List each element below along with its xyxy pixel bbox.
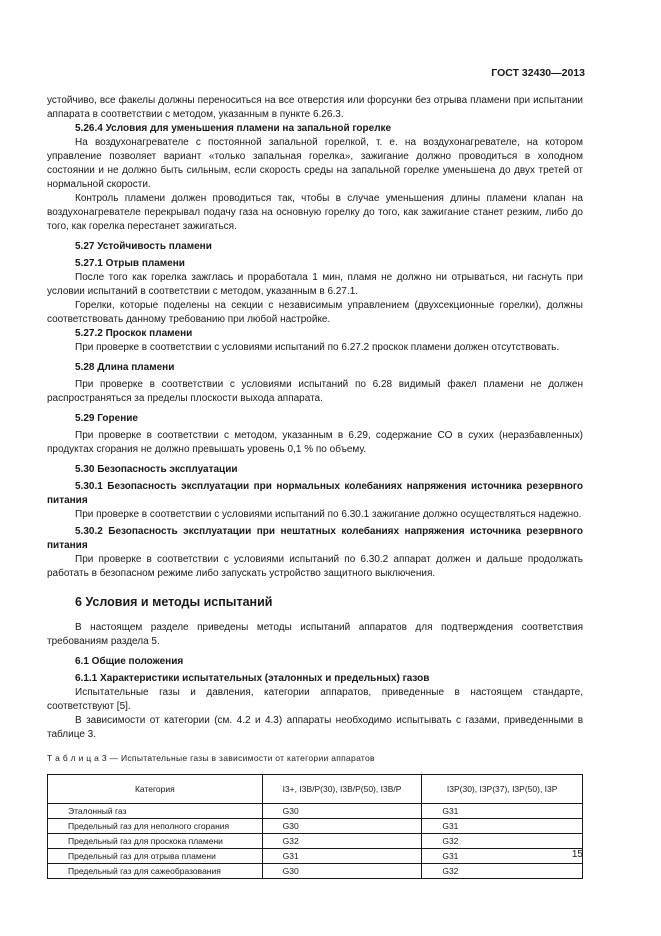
heading-5-29: 5.29 Горение [75, 413, 138, 424]
paragraph: При проверке в соответствии с условиями испытаний по 6.30.2 аппарат должен и дальше продолжать работать в безопасном режиме либо запускать устройство защитного выключения. [47, 554, 583, 579]
row-name: Эталонный газ [48, 804, 263, 819]
paragraph: В настоящем разделе приведены методы испытаний аппаратов для подтверждения соответствия требованиям раздела 5. [47, 622, 583, 647]
section-6-title: 6 Условия и методы испытаний [75, 595, 273, 609]
paragraph: Испытательные газы и давления, категории аппаратов, приведенные в настоящем стандарте, соответствуют [5]. [47, 687, 583, 712]
paragraph: В зависимости от категории (см. 4.2 и 4.3) аппараты необходимо испытывать с газами, приведенными в таблице 3. [47, 715, 583, 740]
heading-5-28: 5.28 Длина пламени [75, 362, 175, 373]
heading-5-30-1: 5.30.1 Безопасность эксплуатации при нормальных колебаниях напряжения источника резервного питания [47, 481, 583, 506]
row-name: Предельный газ для проскока пламени [48, 834, 263, 849]
paragraph: Контроль пламени должен проводиться так, чтобы в случае уменьшения длины пламени клапан на воздухонагревателе перекрывал подачу газа на основную горелку до того, как зажигание станет резким, либо до того, как горелка перестанет зажигаться. [47, 193, 583, 232]
row-value: G31 [262, 849, 422, 864]
row-value: G30 [262, 864, 422, 879]
paragraph: При проверке в соответствии с методом, указанным в 6.29, содержание CO в сухих (неразбавленных) продуктах сгорания не должно превышать уровень 0,1 % по объему. [47, 430, 583, 455]
row-name: Предельный газ для неполного сгорания [48, 819, 263, 834]
paragraph: При проверке в соответствии с условиями испытаний по 6.28 видимый факел пламени не должен распространяться за пределы плоскости выхода аппарата. [47, 379, 583, 404]
row-value: G30 [262, 804, 422, 819]
paragraph: устойчиво, все факелы должны переноситься на все отверстия или форсунки без отрыва пламени при испытании аппарата в соответствии с методом, указанным в пункте 6.26.3. [47, 95, 583, 120]
row-value: G31 [422, 819, 583, 834]
row-value: G32 [422, 864, 583, 879]
heading-5-26-4: 5.26.4 Условия для уменьшения пламени на запальной горелке [75, 123, 392, 134]
heading-6-1-1: 6.1.1 Характеристики испытательных (эталонных и предельных) газов [75, 673, 430, 684]
table-header-row [48, 775, 583, 804]
heading-5-27-2: 5.27.2 Проскок пламени [75, 328, 193, 339]
table-row [48, 819, 583, 834]
standard-number: ГОСТ 32430—2013 [491, 67, 585, 79]
document-body [47, 94, 583, 879]
header-col1: I3+, I3B/P(30), I3B/P(50), I3B/P [262, 775, 422, 804]
heading-5-27-1: 5.27.1 Отрыв пламени [75, 258, 185, 269]
row-value: G31 [422, 804, 583, 819]
row-value: G31 [422, 849, 583, 864]
row-name: Предельный газ для отрыва пламени [48, 849, 263, 864]
paragraph: При проверке в соответствии с условиями испытаний по 6.30.1 зажигание должно осуществляться надежно. [75, 509, 582, 520]
gas-table [47, 774, 583, 879]
table-caption: Т а б л и ц а 3 — Испытательные газы в зависимости от категории аппаратов [47, 753, 375, 763]
paragraph: Горелки, которые поделены на секции с независимым управлением (двухсекционные горелки), должны соответствовать данному требованию при любой настройке. [47, 300, 583, 325]
table-row [48, 849, 583, 864]
heading-5-27: 5.27 Устойчивость пламени [75, 241, 212, 252]
paragraph: После того как горелка зажглась и проработала 1 мин, пламя не должно ни отрываться, ни гаснуть при условии испытаний в соответствии с методом, указанным в 6.27.1. [47, 272, 583, 297]
paragraph: На воздухонагревателе с постоянной запальной горелкой, т. е. на воздухонагревателе, на котором управление позволяет вариант «только запальная горелка», зажигание должно проводиться в холодном состоянии и не должно быть сильным, если скорость среды на запальной горелке уменьшена до двух третей от нормальной скорости. [47, 137, 583, 190]
header-col2: I3P(30), I3P(37), I3P(50), I3P [422, 775, 583, 804]
table-row [48, 804, 583, 819]
heading-6-1: 6.1 Общие положения [75, 656, 184, 667]
row-name: Предельный газ для сажеобразования [48, 864, 263, 879]
row-value: G32 [422, 834, 583, 849]
heading-5-30: 5.30 Безопасность эксплуатации [75, 464, 238, 475]
header-category: Категория [48, 775, 263, 804]
table-row [48, 864, 583, 879]
heading-5-30-2: 5.30.2 Безопасность эксплуатации при нештатных колебаниях напряжения источника резервного питания [47, 526, 583, 551]
row-value: G32 [262, 834, 422, 849]
table-row [48, 834, 583, 849]
row-value: G30 [262, 819, 422, 834]
page-number: 15 [571, 849, 583, 860]
paragraph: При проверке в соответствии с условиями испытаний по 6.27.2 проскок пламени должен отсутствовать. [75, 342, 560, 353]
